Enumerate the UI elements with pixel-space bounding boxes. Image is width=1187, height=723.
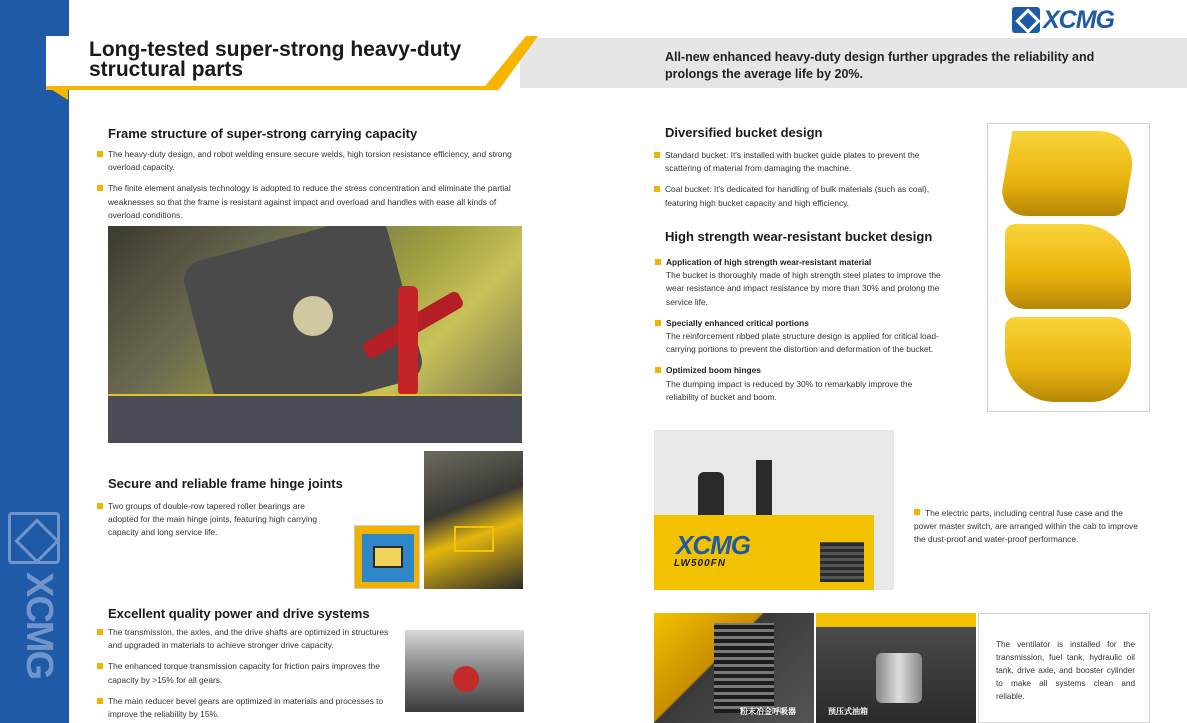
list-item <box>655 256 945 309</box>
item-title: Specially enhanced critical portions <box>666 317 809 328</box>
frame-bullets <box>97 148 527 230</box>
wear-items <box>655 256 945 412</box>
list-item: The finite element analysis technology is adopted to reduce the stress concentration and eliminate the partial weaknesses so that the frame is resistant against impact and overload and handles with ease all kinds of overload conditions. <box>97 182 527 222</box>
list-item: Coal bucket: It's dedicated for handling of bulk materials (such as coal), featuring high bucket capacity and high efficiency. <box>654 183 949 209</box>
list-item: Standard bucket: It's installed with bucket guide plates to prevent the scattering of material from damaging the machine. <box>654 149 949 175</box>
bullet-marker <box>914 509 920 515</box>
item-title: Application of high strength wear-resistant material <box>666 257 872 267</box>
list-item: The transmission, the axles, and the drive shafts are optimized in structures and upgraded in materials to achieve stronger drive capacity. <box>97 626 402 652</box>
item-text: The bucket is thoroughly made of high strength steel plates to improve the wear resistance and impact resistance by more than 30% and prolong the service life. <box>666 270 941 307</box>
xcmg-emblem-icon <box>1012 7 1040 33</box>
toothed-bucket-image <box>1005 317 1131 402</box>
bucket-heading: Diversified bucket design <box>665 125 823 140</box>
coal-bucket-image <box>1005 224 1131 309</box>
page-subtitle: All-new enhanced heavy-duty design further upgrades the reliability and prolongs the average life by 20%. <box>665 50 1095 81</box>
robot-welding-photo <box>108 226 522 443</box>
xcmg-logo <box>1012 6 1114 34</box>
item-text: The reinforcement ribbed plate structure design is applied for critical load-carrying portions to prevent the distortion and deformation of the bucket. <box>666 331 939 355</box>
wear-heading: High strength wear-resistant bucket design <box>665 229 933 244</box>
drive-axle-photo <box>405 630 524 712</box>
bucket-images-panel <box>987 123 1150 412</box>
breather-photo <box>654 613 814 723</box>
power-heading: Excellent quality power and drive systems <box>108 606 370 621</box>
logo-text: XCMG <box>1043 5 1114 34</box>
bucket-bullets <box>654 149 949 218</box>
hinge-joint-photo <box>424 451 523 589</box>
hinge-bearing-diagram <box>354 525 420 589</box>
cab-hood-photo <box>654 430 894 590</box>
power-bullets <box>97 626 402 723</box>
photo-caption: 预压式油箱 <box>828 707 868 716</box>
list-item: Two groups of double-row tapered roller bearings are adopted for the main hinge joints, featuring high carrying capacity and long service life. <box>97 500 337 540</box>
list-item: The main reducer bevel gears are optimized in materials and processes to improve the reliability by 15%. <box>97 695 402 721</box>
sidebar-logo-text: XCMG <box>18 572 60 678</box>
electric-text: The electric parts, including central fuse case and the power master switch, are arranged within the cab to improve the dust-proof and water-proof performance. <box>914 508 1138 544</box>
hood-brand-text: XCMG <box>676 530 750 560</box>
hinge-heading: Secure and reliable frame hinge joints <box>108 476 343 491</box>
xcmg-emblem-icon <box>8 512 60 564</box>
page-title: Long-tested super-strong heavy-duty structural parts <box>89 38 462 81</box>
frame-heading: Frame structure of super-strong carrying capacity <box>108 126 418 141</box>
standard-bucket-image <box>998 131 1139 216</box>
list-item <box>655 317 945 357</box>
left-brand-strip <box>0 0 69 723</box>
item-text: The dumping impact is reduced by 30% to remarkably improve the reliability of bucket and boom. <box>666 378 913 402</box>
electric-note <box>914 507 1146 546</box>
hood-model-text: LW500FN <box>674 558 727 569</box>
photo-caption: 粉末冶金呼吸器 <box>740 707 796 716</box>
ventilation-note: The ventilator is installed for the transmission, fuel tank, hydraulic oil tank, drive axle, and booster cylinder to make all systems clean and reliable. <box>978 613 1150 723</box>
item-title: Optimized boom hinges <box>666 365 761 376</box>
hinge-bullets <box>97 500 337 548</box>
tank-photo <box>816 613 976 723</box>
list-item: The heavy-duty design, and robot welding ensure secure welds, high torsion resistance efficiency, and strong overload capacity. <box>97 148 527 174</box>
list-item <box>655 364 945 404</box>
list-item: The enhanced torque transmission capacity for friction pairs improves the capacity by >15% for all gears. <box>97 660 402 686</box>
